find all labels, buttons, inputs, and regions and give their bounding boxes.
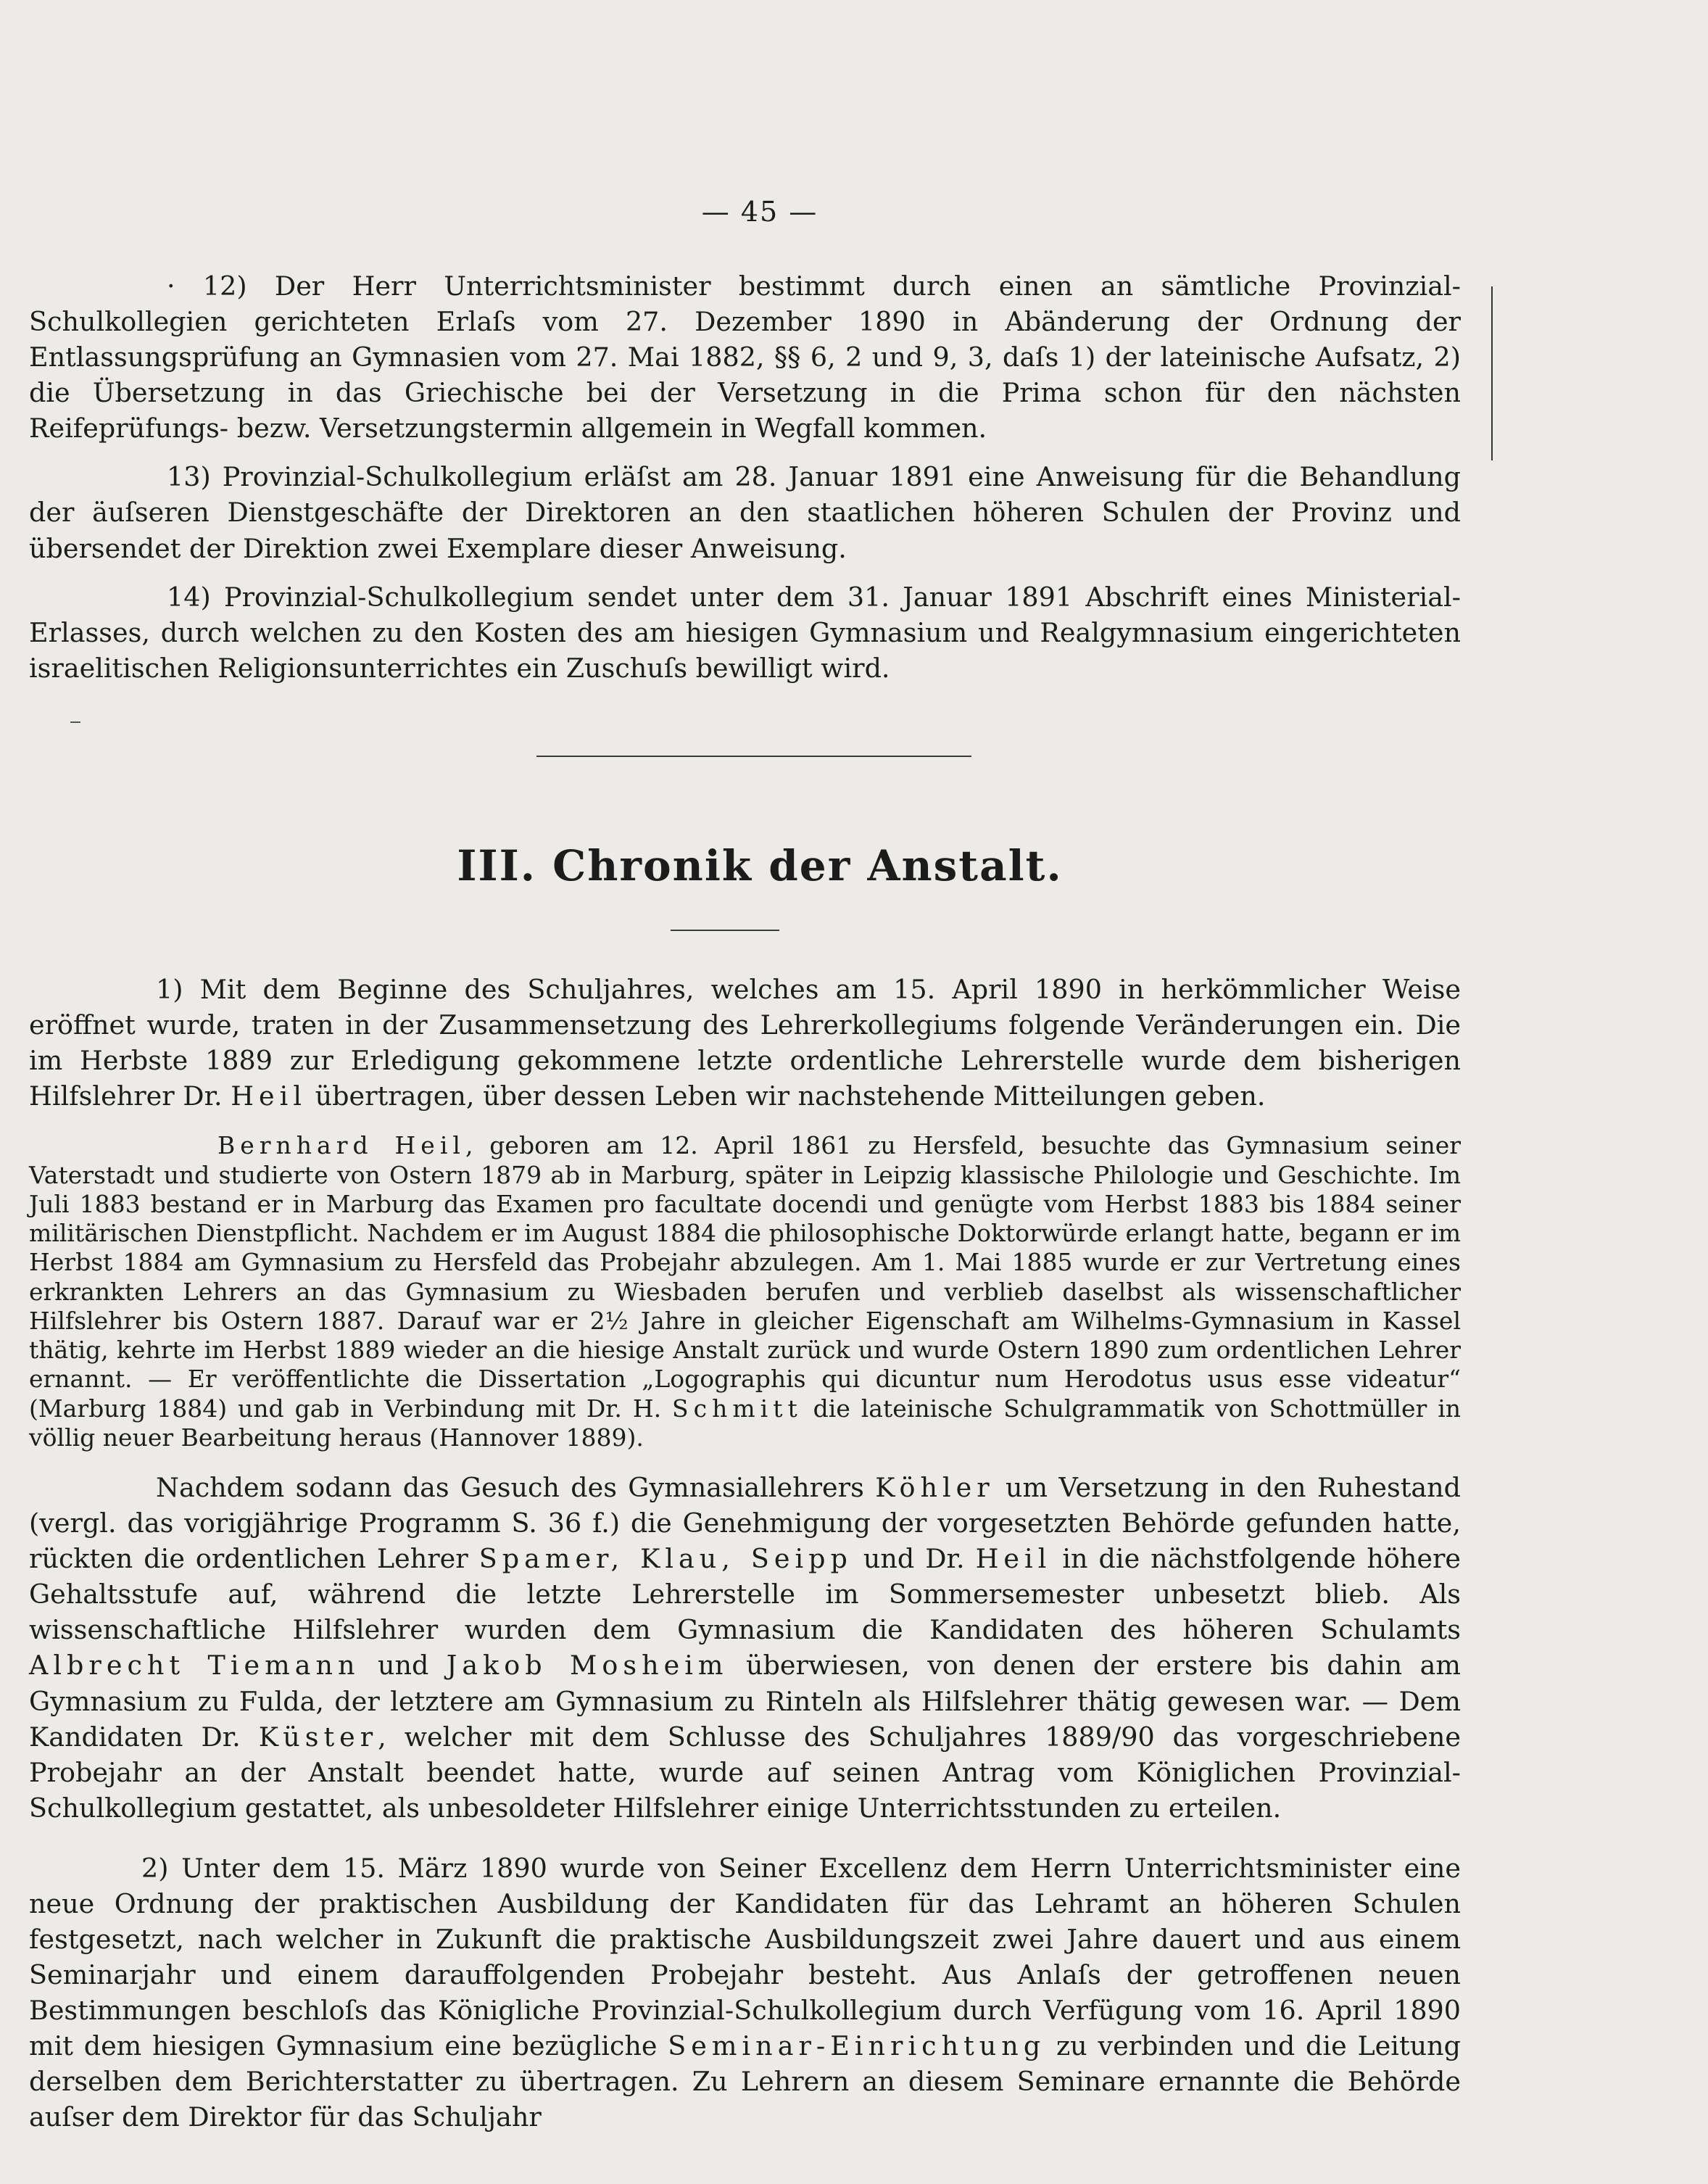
- text: zu verbinden und die Leitung derselben dem Berichterstatter zu übertragen. Zu Lehrern an diesem Seminare ernannte die Behörde auſser dem Direktor für das Schuljahr: [29, 2030, 1461, 2133]
- person-name: Heil: [975, 1543, 1052, 1575]
- text: die lateinische Schulgrammatik von Schottmüller in völlig neuer Bearbeitung heraus (Hannover 1889).: [29, 1394, 1461, 1452]
- section-heading: III. Chronik der Anstalt.: [457, 841, 1063, 890]
- item-14: 14) Provinzial-Schulkollegium sendet unter dem 31. Januar 1891 Abschrift eines Ministerial-Erlasses, durch welchen zu den Kosten des am hiesigen Gymnasium und Realgymnasium eingerichteten israelitischen Religionsunterrichtes ein Zuschuſs bewilligt wird.: [29, 581, 1461, 684]
- item-13: 13) Provinzial-Schulkollegium erläſst am 28. Januar 1891 eine Anweisung für die Behandlung der äuſseren Dienstgeschäfte der Direktoren an den staatlichen höheren Schulen der Provinz und übersendet der Direktion zwei Exemplare dieser Anweisung.: [29, 461, 1461, 564]
- chronik-paragraph-1: [29, 972, 1461, 1114]
- margin-mark: [1491, 286, 1493, 460]
- text: und: [377, 1650, 429, 1682]
- heading-underline: [671, 930, 779, 931]
- text: Nachdem sodann das Gesuch des Gymnasiallehrers: [156, 1472, 864, 1504]
- biography-block: [29, 1131, 1461, 1452]
- person-name: Albrecht Tiemann: [29, 1650, 360, 1682]
- text: , geboren am 12. April 1861 zu Hersfeld, besuchte das Gymnasium seiner Vaterstadt und studierte von Ostern 1879 ab in Marburg, später in Leipzig klassische Philologie und Geschichte. Im Juli 1883 bestand er in Marburg das Examen pro facultate docendi und genügte vom Herbst 1883 bis 1884 seiner militärischen Dienstpflicht. Nachdem er im August 1884 die philosophische Doktorwürde erlangt hatte, begann er im Herbst 1884 am Gymnasium zu Hersfeld das Probejahr abzulegen. Am 1. Mai 1885 wurde er zur Vertretung eines erkrankten Lehrers an das Gymnasium zu Wiesbaden berufen und verblieb daselbst als wissenschaftlicher Hilfslehrer bis Ostern 1887. Darauf war er 2½ Jahre in gleicher Eigenschaft am Wilhelms-Gymnasium in Kassel thätig, kehrte im Herbst 1889 wieder an die hiesige Anstalt zurück und wurde Ostern 1890 zum ordentlichen Lehrer ernannt. — Er veröffentlichte die Dissertation „Logographis qui dicuntur num Herodotus usus esse videatur“ (Marburg 1884) und gab in Verbindung mit Dr. H.: [29, 1131, 1462, 1423]
- person-name: Bernhard Heil: [217, 1131, 465, 1160]
- chronik-paragraph-3: [29, 1850, 1461, 2135]
- person-name: Köhler: [875, 1472, 995, 1504]
- spaced-term: Seminar-Einrichtung: [668, 2030, 1046, 2062]
- page-number: — 45 —: [701, 196, 818, 228]
- person-name: Heil: [231, 1080, 307, 1112]
- person-name: Küster: [258, 1721, 378, 1753]
- biography-paragraph: [29, 1131, 1461, 1452]
- margin-dash: [70, 721, 80, 723]
- person-name: Schmitt: [672, 1394, 803, 1423]
- text: 1) Mit dem Beginne des Schuljahres, welches am 15. April 1890 in herkömmlicher Weise eröffnet wurde, traten in der Zusammensetzung des Lehrerkollegiums folgende Veränderungen ein. Die im Herbste 1889 zur Erledigung gekommene letzte ordentliche Lehrerstelle wurde dem bisherigen Hilfslehrer Dr.: [29, 974, 1461, 1112]
- person-name: Jakob Mosheim: [446, 1650, 729, 1682]
- item-12: · 12) Der Herr Unterrichtsminister bestimmt durch einen an sämtliche Provinzial-Schulkollegien gerichteten Erlaſs vom 27. Dezember 1890 in Abänderung der Ordnung der Entlassungsprüfung an Gymnasien vom 27. Mai 1882, §§ 6, 2 und 9, 3, daſs 1) der lateinische Aufsatz, 2) die Übersetzung in das Griechische bei der Versetzung in die Prima schon für den nächsten Reifeprüfungs- bezw. Versetzungstermin allgemein in Wegfall kommen.: [29, 270, 1461, 444]
- text: überwiesen, von denen der erstere bis dahin am Gymnasium zu Fulda, der letztere am Gymnasium zu Rinteln als Hilfslehrer thätig gewesen war. — Dem Kandidaten Dr.: [29, 1650, 1461, 1753]
- text: 2) Unter dem 15. März 1890 wurde von Seiner Excellenz dem Herrn Unterrichtsminister eine neue Ordnung der praktischen Ausbildung der Kandidaten für das Lehramt an höheren Schulen festgesetzt, nach welcher in Zukunft die praktische Ausbildungszeit zwei Jahre dauert und aus einem Seminarjahr und einem darauffolgenden Probejahr besteht. Aus Anlaſs der getroffenen neuen Bestimmungen beschloſs das Königliche Provinzial-Schulkollegium durch Verfügung vom 16. April 1890 mit dem hiesigen Gymnasium eine bezügliche: [29, 1852, 1461, 2062]
- section-ii-items: [29, 268, 1461, 686]
- chronik-body: [29, 972, 1461, 2135]
- text: um Versetzung in den Ruhestand (vergl. das vorigjährige Programm S. 36 f.) die Genehmigung der vorgesetzten Behörde gefunden hatte, rückten die ordentlichen Lehrer: [29, 1472, 1462, 1575]
- section-divider-rule: [536, 756, 971, 757]
- person-name: Spamer, Klau, Seipp: [478, 1543, 853, 1575]
- text: und Dr.: [863, 1543, 965, 1575]
- text: , welcher mit dem Schlusse des Schuljahres 1889/90 das vorgeschriebene Probejahr an der Anstalt beendet hatte, wurde auf seinen Antrag vom Königlichen Provinzial-Schulkollegium gestattet, als unbesoldeter Hilfslehrer einige Unterrichtsstunden zu erteilen.: [29, 1721, 1461, 1824]
- chronik-paragraph-2: [29, 1470, 1461, 1826]
- text: übertragen, über dessen Leben wir nachstehende Mitteilungen geben.: [315, 1080, 1266, 1112]
- text: in die nächstfolgende höhere Gehaltsstufe auf, während die letzte Lehrerstelle im Sommersemester unbesetzt blieb. Als wissenschaftliche Hilfslehrer wurden dem Gymnasium die Kandidaten des höheren Schulamts: [29, 1543, 1462, 1646]
